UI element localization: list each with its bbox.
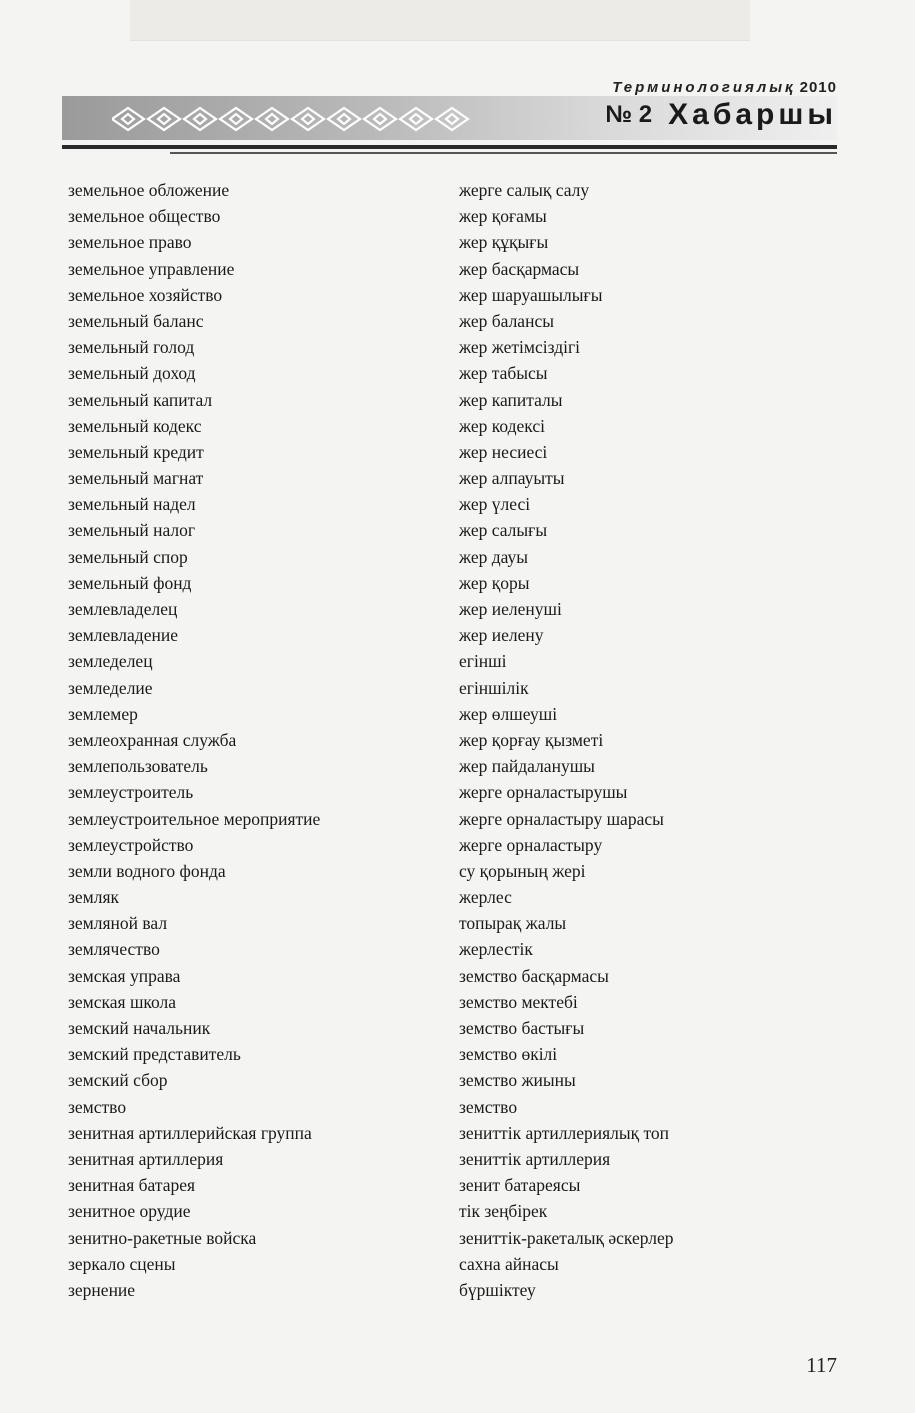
- term-ru: земляк: [68, 887, 120, 908]
- term-kk: земство жиыны: [459, 1070, 576, 1091]
- running-title: [612, 79, 837, 96]
- term-kk: жерге салық салу: [459, 180, 590, 200]
- term-ru: земли водного фонда: [68, 860, 226, 881]
- term-ru: земледелец: [68, 651, 153, 672]
- term-ru: земельное обложение: [68, 180, 230, 200]
- term-ru: земельный спор: [68, 546, 188, 567]
- term-ru: землевладение: [68, 625, 178, 646]
- term-ru: зенитная артиллерия: [68, 1148, 224, 1169]
- term-kk: жер капиталы: [459, 389, 563, 410]
- term-ru: земский начальник: [68, 1018, 211, 1038]
- header-rule: [62, 145, 837, 149]
- term-ru: земельный надел: [68, 494, 196, 515]
- term-kk: жер несиесі: [459, 441, 548, 462]
- term-kk: жер кодексі: [459, 415, 545, 436]
- issue-number: № 2: [605, 101, 653, 128]
- term-ru: землеустроитель: [68, 782, 194, 803]
- term-ru: землеустроительное мероприятие: [68, 808, 321, 829]
- term-ru: землеустройство: [68, 834, 194, 855]
- term-kk: жер басқармасы: [459, 258, 580, 279]
- term-kk: жер қоғамы: [459, 206, 547, 227]
- term-kk: земство мектебі: [459, 991, 578, 1012]
- term-ru: землячество: [68, 939, 160, 960]
- term-ru: земельный голод: [68, 337, 195, 358]
- term-ru: землепользователь: [68, 756, 208, 777]
- term-ru: земельное право: [68, 232, 192, 253]
- term-ru: землеохранная служба: [68, 729, 237, 750]
- term-ru: землемер: [68, 703, 138, 724]
- term-kk: жер пайдаланушы: [459, 756, 595, 777]
- term-ru: земельный налог: [68, 520, 196, 541]
- term-kk: жер жетімсіздігі: [459, 337, 580, 358]
- term-kk: земство: [459, 1096, 518, 1117]
- term-ru: землевладелец: [68, 599, 178, 619]
- term-ru: земский сбор: [68, 1070, 168, 1091]
- term-kk: жер қоры: [459, 572, 530, 593]
- term-kk: земство өкілі: [459, 1044, 558, 1065]
- term-ru: зеркало сцены: [68, 1253, 176, 1274]
- term-kk: жер балансы: [459, 310, 554, 331]
- term-ru: земский представитель: [68, 1044, 241, 1065]
- term-kk: зениттік артиллерия: [459, 1148, 611, 1169]
- term-kk: су қорының жері: [459, 860, 586, 881]
- term-ru: зенитно-ракетные войска: [68, 1227, 257, 1248]
- term-ru: земледелие: [68, 677, 153, 698]
- term-kk: жер иелену: [459, 625, 544, 646]
- term-kk: жерге орналастырушы: [459, 782, 628, 803]
- term-ru: земская управа: [68, 965, 181, 986]
- term-ru: зенитное орудие: [68, 1201, 191, 1222]
- term-ru: земельный баланс: [68, 310, 204, 331]
- term-ru: земляной вал: [68, 913, 168, 934]
- term-kk: жер иеленуші: [459, 599, 562, 619]
- term-kk: егінші: [459, 651, 507, 672]
- term-kk: земство басқармасы: [459, 965, 609, 986]
- term-ru: земельное общество: [68, 206, 221, 227]
- bleed-through-shadow: [130, 0, 750, 41]
- term-ru: земельный кодекс: [68, 415, 202, 436]
- term-ru: земельный кредит: [68, 441, 204, 462]
- term-kk: жер үлесі: [459, 494, 531, 515]
- term-kk: жер алпауыты: [459, 468, 565, 489]
- term-ru: земельное хозяйство: [68, 284, 223, 305]
- term-ru: земельный доход: [68, 363, 196, 384]
- term-kk: егіншілік: [459, 677, 529, 698]
- russian-terms-column: [68, 177, 320, 1303]
- term-ru: зернение: [68, 1279, 136, 1300]
- term-kk: жерлес: [459, 887, 512, 908]
- issue-heading: [605, 98, 837, 132]
- term-kk: зенит батареясы: [459, 1175, 581, 1196]
- running-title-text: Терминологиялық: [612, 79, 796, 96]
- term-kk: жер құқығы: [459, 232, 549, 253]
- kazakh-terms-column: [459, 177, 674, 1303]
- term-kk: жер өлшеуші: [459, 703, 558, 724]
- term-kk: жерге орналастыру: [459, 834, 603, 855]
- term-kk: сахна айнасы: [459, 1253, 559, 1274]
- term-kk: зениттік артиллериялық топ: [459, 1122, 670, 1143]
- term-kk: бүршіктеу: [459, 1279, 536, 1300]
- term-kk: жер салығы: [459, 520, 548, 541]
- term-kk: жер дауы: [459, 546, 529, 567]
- term-kk: зениттік-ракеталық әскерлер: [459, 1227, 674, 1248]
- journal-name: Хабаршы: [668, 98, 837, 131]
- term-kk: топырақ жалы: [459, 913, 567, 934]
- page-number: 117: [806, 1353, 837, 1377]
- term-ru: земельный магнат: [68, 468, 204, 489]
- term-kk: жер шаруашылығы: [459, 284, 603, 305]
- term-ru: земство: [68, 1096, 127, 1117]
- term-kk: тік зеңбірек: [459, 1201, 548, 1222]
- running-title-year: 2010: [799, 79, 837, 96]
- term-ru: земельный фонд: [68, 572, 192, 593]
- term-kk: жерге орналастыру шарасы: [459, 808, 664, 829]
- term-ru: зенитная артиллерийская группа: [68, 1122, 312, 1143]
- term-kk: земство бастығы: [459, 1018, 585, 1038]
- term-ru: зенитная батарея: [68, 1175, 196, 1196]
- term-kk: жерлестік: [459, 939, 533, 960]
- ornament-pattern-icon: [112, 104, 472, 134]
- header-rule-thin: [170, 152, 837, 154]
- term-kk: жер қорғау қызметі: [459, 729, 604, 750]
- term-kk: жер табысы: [459, 363, 548, 384]
- term-ru: земельное управление: [68, 258, 235, 279]
- term-ru: земельный капитал: [68, 389, 213, 410]
- term-ru: земская школа: [68, 991, 177, 1012]
